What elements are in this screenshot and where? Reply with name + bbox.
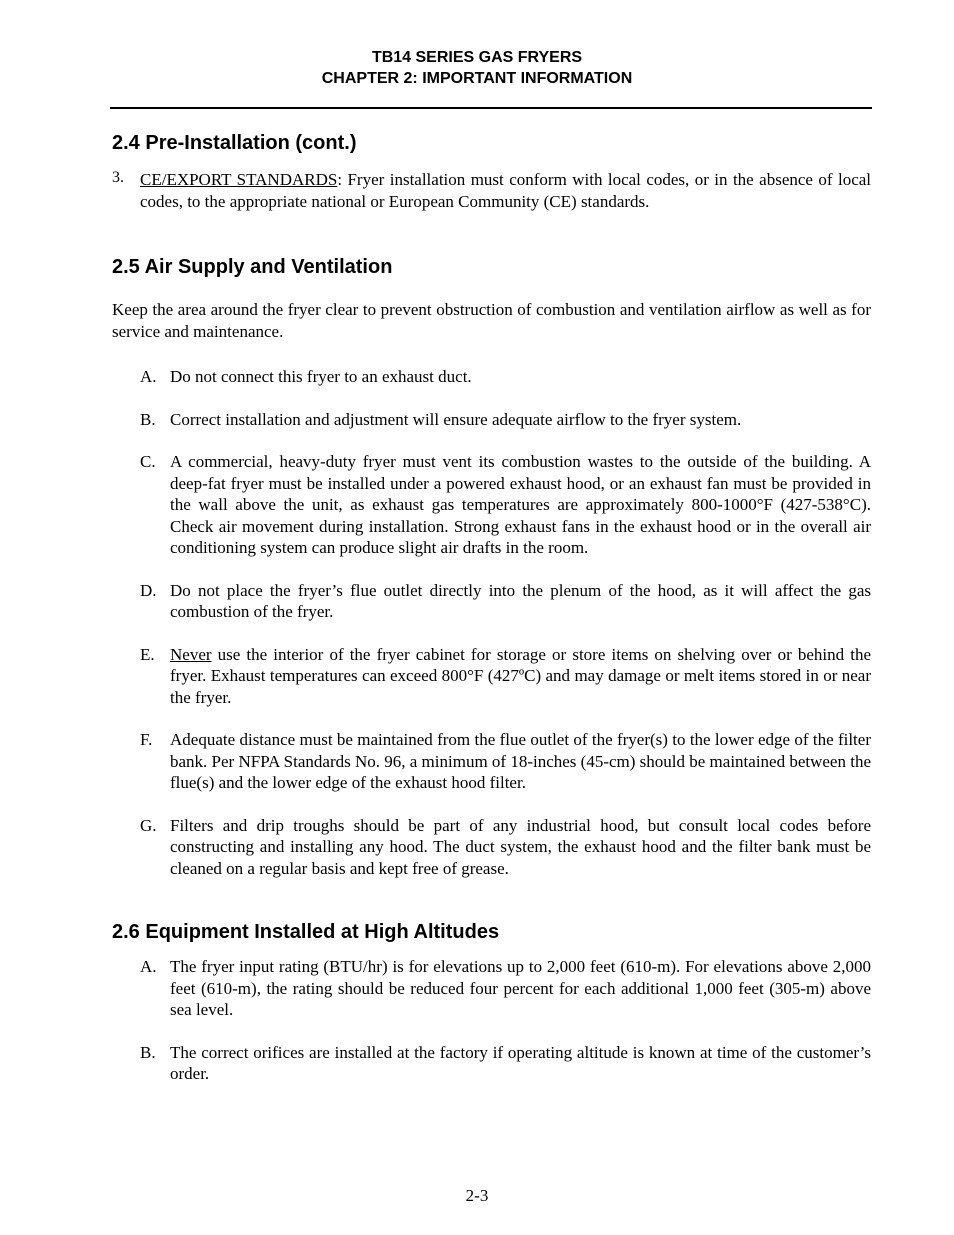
item-letter: F. <box>140 730 153 749</box>
header-chapter-title: CHAPTER 2: IMPORTANT INFORMATION <box>321 70 633 87</box>
list-item-ce-export <box>112 169 871 212</box>
page-header <box>0 47 954 89</box>
header-series-title: TB14 SERIES GAS FRYERS <box>371 49 583 66</box>
item-text: Filters and drip troughs should be part of any industrial hood, but consult local codes before constructing and installing any hood. The duct system, the exhaust hood and the filter bank must be cleaned on a regular basis and kept free of grease. <box>170 815 871 878</box>
item-text: Do not connect this fryer to an exhaust duct. <box>170 367 472 386</box>
never-term: Never <box>170 644 212 664</box>
list-item-d <box>112 580 871 623</box>
header-divider <box>110 107 872 109</box>
section-2-5-title: 2.5 Air Supply and Ventilation <box>112 256 393 278</box>
item-text: Adequate distance must be maintained from the flue outlet of the fryer(s) to the lower edge of the filter bank. Per NFPA Standards No. 96, a minimum of 18-inches (45-cm) should be maintained between the flue(s) and the lower edge of the exhaust hood filter. <box>170 730 871 792</box>
page-number: 2-3 <box>465 1186 489 1205</box>
list-item-f <box>112 729 871 794</box>
item-text: The correct orifices are installed at the factory if operating altitude is known at time of the customer’s order. <box>170 1042 871 1083</box>
altitude-item-a <box>112 956 871 1021</box>
item-text: The fryer input rating (BTU/hr) is for elevations up to 2,000 feet (610-m). For elevations above 2,000 feet (610-m), the rating should be reduced four percent for each additional 1,000 feet (305-m) above sea level. <box>170 957 871 1019</box>
item-letter: E. <box>140 644 155 664</box>
item-text: A commercial, heavy-duty fryer must vent its combustion wastes to the outside of the building. A deep-fat fryer must be installed under a powered exhaust hood, or an exhaust fan must be provided in the wall above the unit, as exhaust gas temperatures are approximately 800-1000°F (427-538°C). Check air movement during installation. Strong exhaust fans in the exhaust hood or in the overall air conditioning system can produce slight air drafts in the room. <box>170 452 871 557</box>
item-number: 3. <box>112 169 124 186</box>
list-item-b <box>112 409 871 431</box>
ce-export-term: CE/EXPORT STANDARDS <box>140 170 338 189</box>
item-letter: B. <box>140 409 156 429</box>
item-text: Correct installation and adjustment will ensure adequate airflow to the fryer system. <box>170 409 742 429</box>
section-2-6-title: 2.6 Equipment Installed at High Altitudes <box>112 921 500 943</box>
item-letter: G. <box>140 815 157 835</box>
ce-export-text: : Fryer installation must conform with local codes, or in the absence of local codes, to the appropriate national or European Community (CE) standards. <box>140 170 872 211</box>
item-letter: A. <box>140 957 157 976</box>
item-text: use the interior of the fryer cabinet for storage or store items on shelving over or behind the fryer. Exhaust temperatures can exceed 800°F (427ºC) and may damage or melt items stored in or near the fryer. <box>170 644 871 707</box>
page-content <box>112 130 871 1085</box>
item-letter: A. <box>140 367 157 386</box>
item-letter: D. <box>140 580 157 600</box>
list-item-g <box>112 815 871 880</box>
list-item-c <box>112 451 871 559</box>
item-letter: B. <box>140 1042 156 1062</box>
list-item-a <box>112 366 871 388</box>
item-text: Do not place the fryer’s flue outlet directly into the plenum of the hood, as it will affect the gas combustion of the fryer. <box>170 580 871 621</box>
list-item-e <box>112 644 871 709</box>
altitude-item-b <box>112 1042 871 1085</box>
section-2-4-title: 2.4 Pre-Installation (cont.) <box>112 132 357 154</box>
item-letter: C. <box>140 452 156 471</box>
ventilation-intro: Keep the area around the fryer clear to prevent obstruction of combustion and ventilation airflow as well as for service and maintenance. <box>112 300 871 341</box>
